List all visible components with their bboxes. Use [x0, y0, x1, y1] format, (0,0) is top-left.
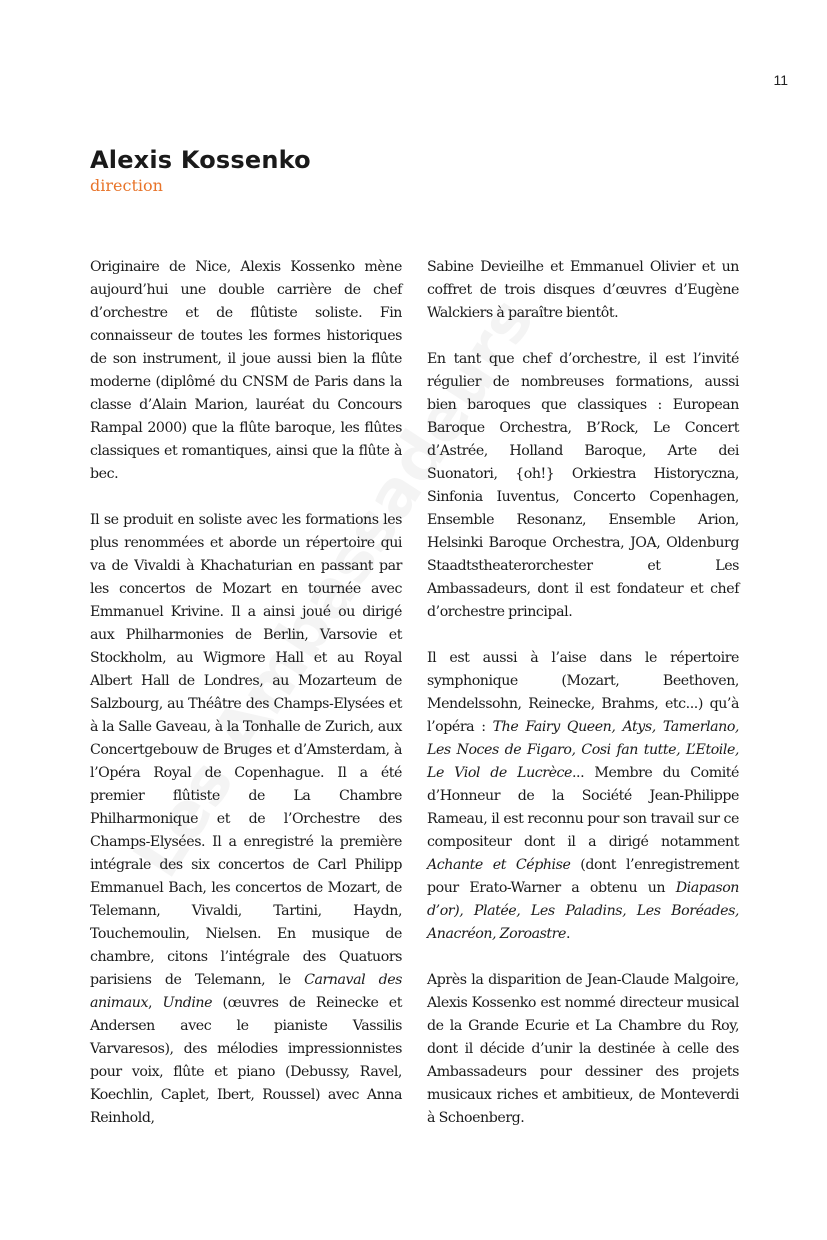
- text-run: (œuvres de Reinecke et Andersen avec le pianiste Vassilis Varvaresos), des mélodies impressionnistes pour voix, flûte et piano (Debussy, Ravel, Koechlin, Caplet, Ibert, Roussel) avec Anna Reinhold,: [90, 995, 402, 1126]
- page-title: Alexis Kossenko: [90, 146, 311, 174]
- work-title: Achante et Céphise: [427, 857, 571, 873]
- text-run: (dont l’enregistrement pour Erato-Warner a obtenu un: [427, 857, 739, 896]
- paragraph: [90, 509, 402, 1130]
- right-column: [427, 256, 739, 1130]
- work-title: Diapason d’or), Platée, Les Paladins, Les Boréades, Anacréon, Zoroastre: [427, 880, 739, 942]
- text-run: ,: [148, 995, 163, 1011]
- paragraph: [427, 647, 739, 946]
- paragraph: En tant que chef d’orchestre, il est l’invité régulier de nombreuses formations, aussi bien baroques que classiques : European Baroque Orchestra, B’Rock, Le Concert d’Astrée, Holland Baroque, Arte dei Suonatori, {oh!} Orkiestra Historyczna, Sinfonia Iuventus, Concerto Copenhagen, Ensemble Resonanz, Ensemble Arion, Helsinki Baroque Orchestra, JOA, Oldenburg Staadtstheaterorchester et Les Ambassadeurs, dont il est fondateur et chef d’orchestre principal.: [427, 351, 739, 620]
- text-run: ... Membre du Comité d’Honneur de la Société Jean-Philippe Rameau, il est reconnu pour son travail sur ce compositeur dont il a dirigé notamment: [427, 765, 739, 850]
- text-run: Il se produit en soliste avec les formations les plus renommées et aborde un répertoire qui va de Vivaldi à Khachaturian en passant par les concertos de Mozart en tournée avec Emmanuel Krivine. Il a ainsi joué ou dirigé aux Philharmonies de Berlin, Varsovie et Stockholm, au Wigmore Hall et au Royal Albert Hall de Londres, au Mozarteum de Salzbourg, au Théâtre des Champs-Elysées et à la Salle Gaveau, à la Tonhalle de Zurich, aux Concertgebouw de Bruges et d’Amsterdam, à l’Opéra Royal de Copenhague. Il a été premier flûtiste de La Chambre Philharmonique et de l’Orchestre des Champs-Elysées. Il a enregistré la première intégrale des six concertos de Carl Philipp Emmanuel Bach, les concertos de Mozart, de Telemann, Vivaldi, Tartini, Haydn, Touchemoulin, Nielsen. En musique de chambre, citons l’intégrale des Quatuors parisiens de Telemann, le: [90, 512, 402, 988]
- work-title: Carnaval des animaux: [90, 972, 402, 1011]
- work-title: The Fairy Queen, Atys, Tamerlano, Les Noces de Figaro, Cosi fan tutte, L’Etoile, Le Viol de Lucrèce: [427, 719, 739, 781]
- paragraph: Après la disparition de Jean-Claude Malgoire, Alexis Kossenko est nommé directeur musical de la Grande Ecurie et La Chambre du Roy, dont il décide d’unir la destinée à celle des Ambassadeurs pour dessiner des projets musicaux riches et ambitieux, de Monteverdi à Schoenberg.: [427, 972, 739, 1126]
- page-number: 11: [773, 72, 788, 88]
- work-title: Undine: [162, 995, 213, 1011]
- page-subtitle: direction: [90, 176, 163, 195]
- text-run: Il est aussi à l’aise dans le répertoire symphonique (Mozart, Beethoven, Mendelssohn, Reinecke, Brahms, etc...) qu’à l’opéra :: [427, 650, 739, 735]
- paragraph: Sabine Devieilhe et Emmanuel Olivier et un coffret de trois disques d’œuvres d’Eugène Walckiers à paraître bientôt.: [427, 259, 739, 321]
- text-run: .: [565, 926, 571, 942]
- left-column: [90, 256, 402, 1130]
- paragraph: Originaire de Nice, Alexis Kossenko mène aujourd’hui une double carrière de chef d’orchestre et de flûtiste soliste. Fin connaisseur de toutes les formes historiques de son instrument, il joue aussi bien la flûte moderne (diplômé du CNSM de Paris dans la classe d’Alain Marion, lauréat du Concours Rampal 2000) que la flûte baroque, les flûtes classiques et romantiques, ainsi que la flûte à bec.: [90, 259, 402, 482]
